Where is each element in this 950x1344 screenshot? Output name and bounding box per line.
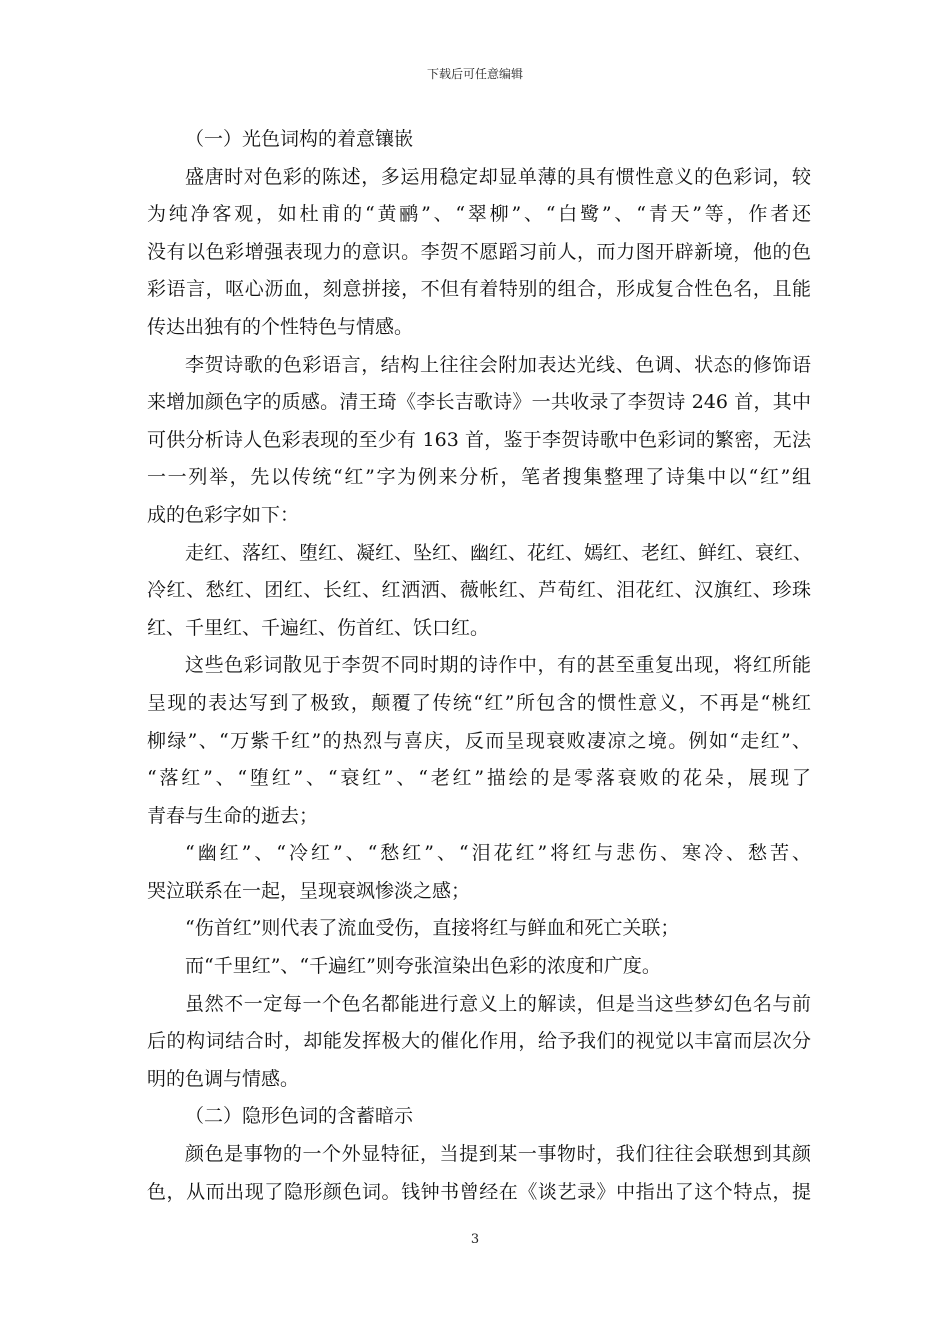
paragraph-line: 李贺诗歌的色彩语言，结构上往往会附加表达光线、色调、状态的修饰语 bbox=[185, 353, 811, 376]
document-body bbox=[147, 121, 811, 1211]
paragraph-line: 虽然不一定每一个色名都能进行意义上的解读，但是当这些梦幻色名与前 bbox=[185, 992, 811, 1015]
paragraph-line: 冷红、愁红、团红、长红、红洒洒、薇帐红、芦荀红、泪花红、汉旗红、珍珠 bbox=[147, 579, 811, 602]
paragraph-line: 哭泣联系在一起，呈现衰飒惨淡之感； bbox=[147, 879, 471, 902]
paragraph-line: 传达出独有的个性特色与情感。 bbox=[147, 315, 414, 338]
paragraph-line: 彩语言，呕心沥血，刻意拼接，不但有着特别的组合，形成复合性色名，且能 bbox=[147, 278, 811, 301]
paragraph-line: 这些色彩词散见于李贺不同时期的诗作中，有的甚至重复出现，将红所能 bbox=[185, 654, 811, 677]
paragraph-line: 色，从而出现了隐形颜色词。钱钟书曾经在《谈艺录》中指出了这个特点，提 bbox=[147, 1180, 811, 1203]
paragraph-line: 成的色彩字如下： bbox=[147, 503, 300, 526]
paragraph bbox=[147, 948, 811, 986]
paragraph-line: “伤首红”则代表了流血受伤，直接将红与鲜血和死亡关联； bbox=[185, 917, 680, 940]
paragraph bbox=[147, 835, 811, 910]
paragraph-line: “落红”、“堕红”、“衰红”、“老红”描绘的是零落衰败的花朵，展现了 bbox=[147, 767, 811, 790]
paragraph-line: 呈现的表达写到了极致，颠覆了传统“红”所包含的惯性意义，不再是“桃红 bbox=[147, 691, 811, 714]
paragraph-line: 青春与生命的逝去； bbox=[147, 804, 319, 827]
paragraph-line: 可供分析诗人色彩表现的至少有 163 首，鉴于李贺诗歌中色彩词的繁密，无法 bbox=[147, 428, 811, 451]
paragraph-line: 颜色是事物的一个外显特征，当提到某一事物时，我们往往会联想到其颜 bbox=[185, 1143, 811, 1166]
paragraph-line: 红、千里红、千遍红、伤首红、饫口红。 bbox=[147, 616, 490, 639]
paragraph-line: 来增加颜色字的质感。清王琦《李长吉歌诗》一共收录了李贺诗 246 首，其中 bbox=[147, 391, 811, 414]
paragraph-line: 后的构词结合时，却能发挥极大的催化作用，给予我们的视觉以丰富而层次分 bbox=[147, 1030, 811, 1053]
paragraph bbox=[147, 535, 811, 648]
paragraph-line: 没有以色彩增强表现力的意识。李贺不愿蹈习前人，而力图开辟新境，他的色 bbox=[147, 240, 811, 263]
paragraph-line: 走红、落红、堕红、凝红、坠红、幽红、花红、嫣红、老红、鲜红、衰红、 bbox=[185, 541, 813, 564]
section-heading: （一）光色词构的着意镶嵌 bbox=[185, 128, 414, 150]
page-number: 3 bbox=[470, 1232, 480, 1247]
paragraph-line: 而“千里红”、“千遍红”则夸张渲染出色彩的浓度和广度。 bbox=[185, 955, 661, 978]
paragraph bbox=[147, 159, 811, 347]
paragraph bbox=[147, 647, 811, 835]
paragraph bbox=[147, 910, 811, 948]
paragraph bbox=[147, 347, 811, 535]
paragraph-line: 为纯净客观，如杜甫的“黄鹂”、“翠柳”、“白鹭”、“青天”等，作者还 bbox=[147, 203, 811, 226]
paragraph-line: “幽红”、“冷红”、“愁红”、“泪花红”将红与悲伤、寒冷、愁苦、 bbox=[185, 842, 811, 865]
section-heading: （二）隐形色词的含蓄暗示 bbox=[185, 1105, 414, 1128]
paragraph-line: 柳绿”、“万紫千红”的热烈与喜庆，反而呈现衰败凄凉之境。例如“走红”、 bbox=[147, 729, 811, 752]
paragraph-line: 盛唐时对色彩的陈述，多运用稳定却显单薄的具有惯性意义的色彩词，较 bbox=[185, 165, 811, 188]
paragraph-line: 明的色调与情感。 bbox=[147, 1067, 300, 1090]
paragraph-line: 一一列举，先以传统“红”字为例来分析，笔者搜集整理了诗集中以“红”组 bbox=[147, 466, 811, 489]
paragraph bbox=[147, 1136, 811, 1211]
page-header-note: 下载后可任意编辑 bbox=[426, 67, 523, 81]
paragraph bbox=[147, 986, 811, 1099]
